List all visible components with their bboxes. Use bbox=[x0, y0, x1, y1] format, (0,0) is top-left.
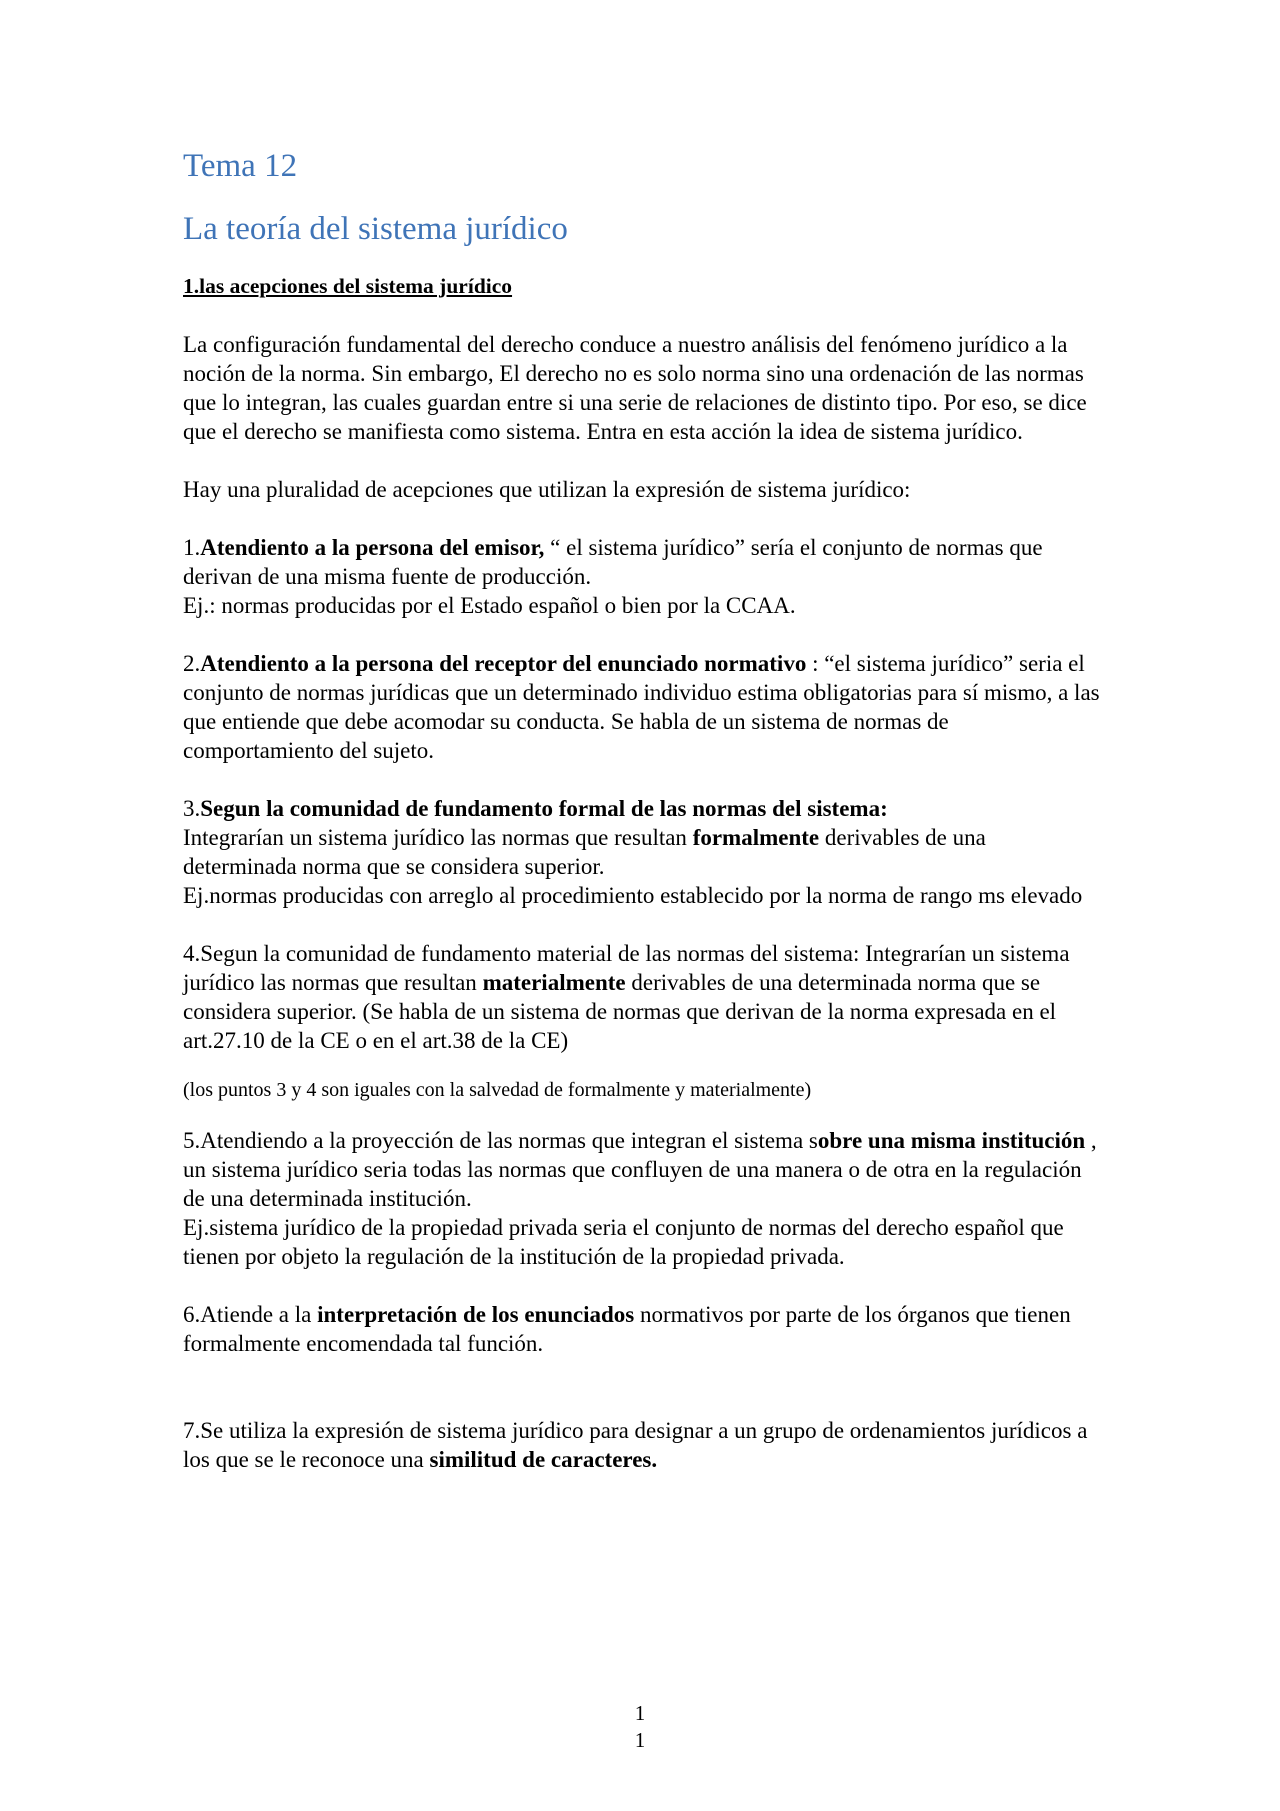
lead-paragraph: Hay una pluralidad de acepciones que utilizan la expresión de sistema jurídico: bbox=[183, 477, 911, 502]
item-1-example: Ej.: normas producidas por el Estado español o bien por la CCAA. bbox=[183, 593, 796, 618]
item-1-number: 1. bbox=[183, 535, 201, 560]
item-4-text-before: 4.Segun la comunidad de fundamento material de las normas del sistema: Integrarían un sistema jurídico las normas que resultan bbox=[183, 941, 1070, 995]
item-5 bbox=[183, 1126, 1103, 1213]
spacer bbox=[183, 1055, 1103, 1077]
item-1-bold: Atendiento a la persona del emisor, bbox=[200, 535, 545, 560]
item-2-number: 2. bbox=[183, 651, 201, 676]
item-2 bbox=[183, 649, 1103, 765]
item-7 bbox=[183, 1416, 1103, 1474]
item-3-example: Ej.normas producidas con arreglo al procedimiento establecido por la norma de rango ms elevado bbox=[183, 883, 1083, 908]
item-7-bold: similitud de caracteres. bbox=[429, 1447, 658, 1472]
section-heading: 1.las acepciones del sistema jurídico bbox=[183, 274, 513, 298]
item-3-text-after: derivables de una determinada norma que se considera superior. bbox=[183, 825, 986, 879]
item-7-text-before: 7.Se utiliza la expresión de sistema jurídico para designar a un grupo de ordenamientos jurídicos a los que se le reconoce una bbox=[183, 1418, 1088, 1472]
item-5-text-after: , un sistema jurídico seria todas las normas que confluyen de una manera o de otra en la regulación de una determinada institución. bbox=[183, 1128, 1097, 1211]
document-page bbox=[183, 146, 1103, 1474]
item-2-text: : “el sistema jurídico” seria el conjunto de normas jurídicas que un determinado individuo estima obligatorias para sí mismo, a las que entiende que debe acomodar su conducta. Se habla de un sistema de normas de comportamiento del sujeto. bbox=[183, 651, 1100, 763]
item-1 bbox=[183, 533, 1103, 591]
spacer bbox=[183, 1104, 1103, 1126]
spacer bbox=[183, 301, 1103, 330]
spacer bbox=[183, 910, 1103, 939]
intro-paragraph: La configuración fundamental del derecho conduce a nuestro análisis del fenómeno jurídico a la noción de la norma. Sin embargo, El derecho no es solo norma sino una ordenación de las normas que lo integran, las cuales guardan entre si una serie de relaciones de distinto tipo. Por eso, se dice que el derecho se manifiesta como sistema. Entra en esta acción la idea de sistema jurídico. bbox=[183, 332, 1087, 444]
item-3-number: 3. bbox=[183, 796, 201, 821]
item-6-text-after: normativos por parte de los órganos que tienen formalmente encomendada tal función. bbox=[183, 1302, 1071, 1356]
document-title: Tema 12 bbox=[183, 148, 298, 184]
spacer bbox=[183, 446, 1103, 475]
item-6 bbox=[183, 1300, 1103, 1358]
item-5-bold: obre una misma institución bbox=[817, 1128, 1086, 1153]
item-3-bold: Segun la comunidad de fundamento formal de las normas del sistema: bbox=[200, 796, 888, 821]
item-2-bold: Atendiento a la persona del receptor del enunciado normativo bbox=[200, 651, 807, 676]
item-4-text-after: derivables de una determinada norma que se considera superior. (Se habla de un sistema de normas que derivan de la norma expresada en el art.27.10 de la CE o en el art.38 de la CE) bbox=[183, 970, 1057, 1053]
item-6-bold: interpretación de los enunciados bbox=[317, 1302, 635, 1327]
item-1-text: “ el sistema jurídico” sería el conjunto de normas que derivan de una misma fuente de producción. bbox=[183, 535, 1043, 589]
spacer bbox=[183, 504, 1103, 533]
spacer bbox=[183, 1271, 1103, 1300]
spacer bbox=[183, 765, 1103, 794]
page-number: 1 bbox=[634, 1701, 646, 1725]
item-3-bold-word: formalmente bbox=[692, 825, 820, 850]
item-6-text-before: 6.Atiende a la bbox=[183, 1302, 318, 1327]
note-paragraph: (los puntos 3 y 4 son iguales con la salvedad de formalmente y materialmente) bbox=[183, 1079, 812, 1101]
item-4 bbox=[183, 939, 1103, 1055]
document-subtitle: La teoría del sistema jurídico bbox=[183, 211, 568, 247]
item-4-bold: materialmente bbox=[482, 970, 626, 995]
spacer bbox=[183, 1358, 1103, 1416]
item-3-heading bbox=[183, 794, 1103, 823]
page-number: 1 bbox=[634, 1728, 646, 1752]
item-5-text-before: 5.Atendiendo a la proyección de las normas que integran el sistema s bbox=[183, 1128, 818, 1153]
spacer bbox=[183, 620, 1103, 649]
item-5-example: Ej.sistema jurídico de la propiedad privada seria el conjunto de normas del derecho español que tienen por objeto la regulación de la institución de la propiedad privada. bbox=[183, 1215, 1064, 1269]
item-3-text-before: Integrarían un sistema jurídico las normas que resultan bbox=[183, 825, 693, 850]
page-footer bbox=[0, 1700, 1280, 1754]
item-3-body bbox=[183, 823, 1103, 881]
